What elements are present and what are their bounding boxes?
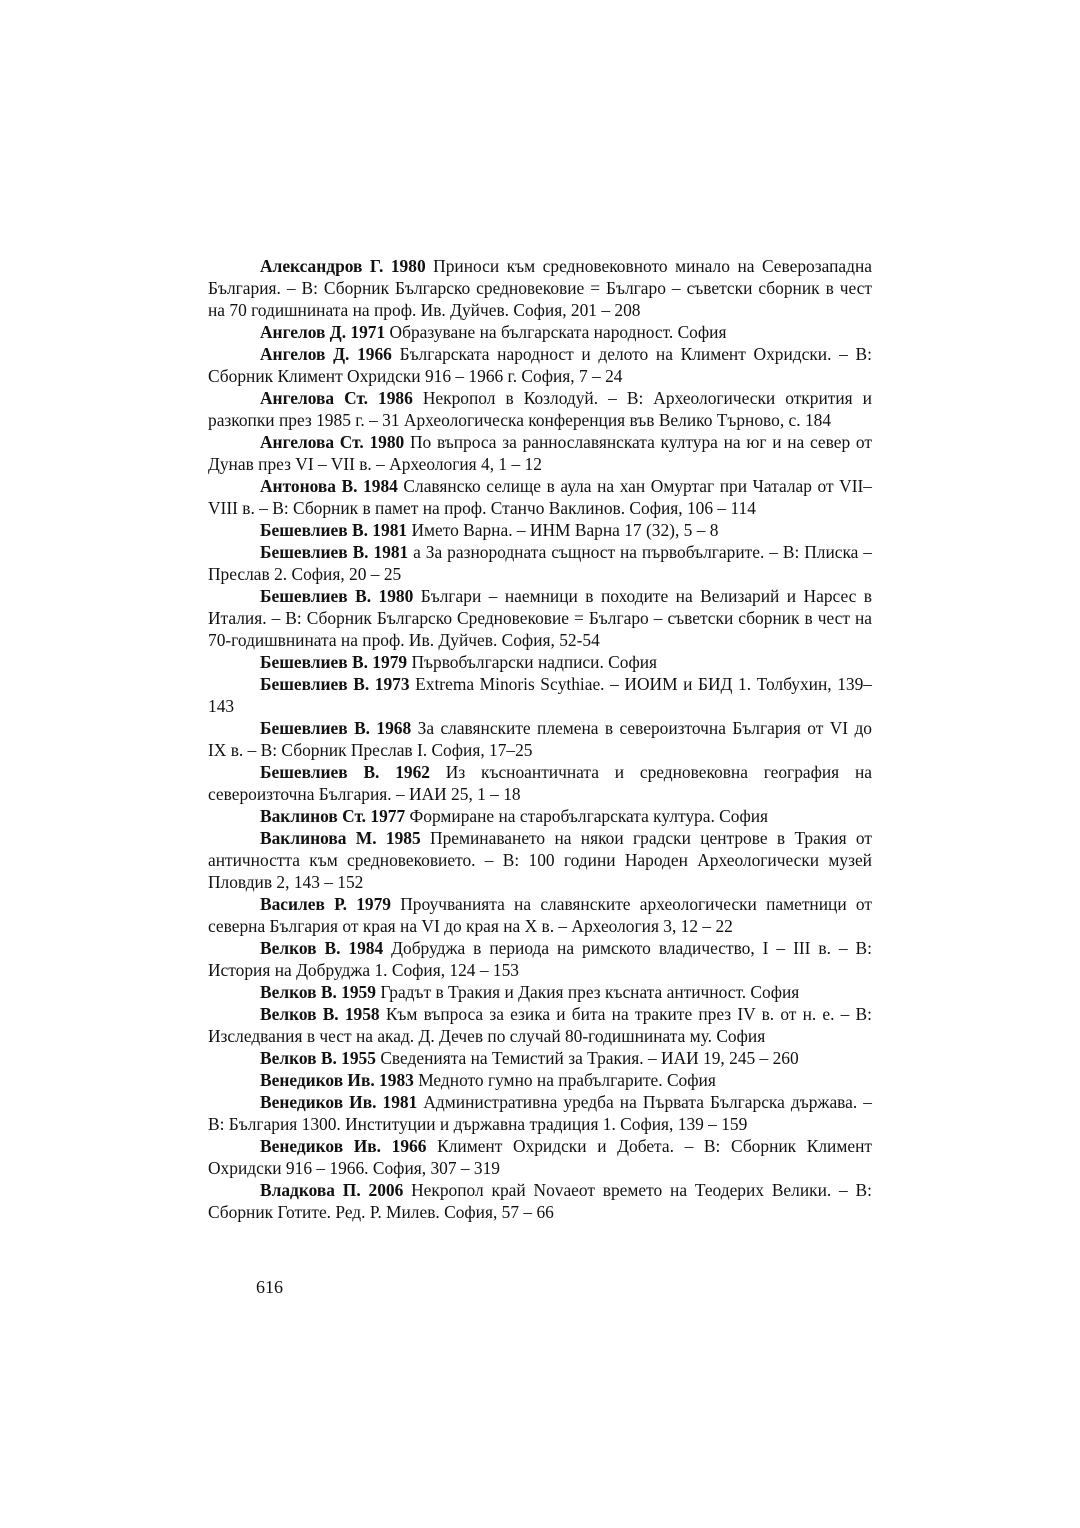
bibliography-entry bbox=[208, 1003, 872, 1047]
bibliography-entry bbox=[208, 387, 872, 431]
entry-author: Бешевлиев В. 1980 bbox=[260, 586, 414, 606]
bibliography-entry bbox=[208, 937, 872, 981]
entry-text: Към въпроса за езика и бита на траките през IV в. от н. е. – В: Изследвания в чест на акад. Д. Дечев по случай 80-годишнината му. София bbox=[208, 1004, 872, 1046]
bibliography-entry bbox=[208, 475, 872, 519]
entry-text: Медното гумно на прабългарите. София bbox=[418, 1070, 716, 1090]
bibliography-entry bbox=[208, 1179, 872, 1223]
bibliography-entry bbox=[208, 431, 872, 475]
entry-text: Некропол край Novaeот времето на Теодерих Велики. – В: Сборник Готите. Ред. Р. Милев. София, 57 – 66 bbox=[208, 1180, 872, 1222]
entry-author: Бешевлиев В. 1968 bbox=[260, 718, 412, 738]
bibliography-entry bbox=[208, 673, 872, 717]
bibliography-entry bbox=[208, 1091, 872, 1135]
entry-author: Бешевлиев В. 1962 bbox=[260, 762, 430, 782]
entry-text: Проучванията на славянските археологически паметници от северна България от края на VI до края на X в. – Археология 3, 12 – 22 bbox=[208, 894, 872, 936]
entry-text: Образуване на българската народност. София bbox=[389, 322, 727, 342]
entry-author: Владкова П. 2006 bbox=[260, 1180, 404, 1200]
bibliography-entry bbox=[208, 321, 872, 343]
entry-author: Ангелова Ст. 1980 bbox=[260, 432, 405, 452]
entry-text: Extrema Minoris Scythiae. – ИОИМ и БИД 1. Толбухин, 139–143 bbox=[208, 674, 872, 716]
entry-text: Административна уредба на Първата Българска държава. – В: България 1300. Институции и държавна традиция 1. София, 139 – 159 bbox=[208, 1092, 872, 1134]
entry-text: Българската народност и делото на Климент Охридски. – В: Сборник Климент Охридски 916 – 1966 г. София, 7 – 24 bbox=[208, 344, 872, 386]
bibliography-list bbox=[208, 255, 872, 1223]
bibliography-entry bbox=[208, 981, 872, 1003]
entry-author: Антонова В. 1984 bbox=[260, 476, 398, 496]
entry-author: Велков В. 1959 bbox=[260, 982, 376, 1002]
bibliography-entry bbox=[208, 585, 872, 651]
entry-text: Първобългарски надписи. София bbox=[411, 652, 658, 672]
entry-author: Велков В. 1955 bbox=[260, 1048, 376, 1068]
entry-author: Велков В. 1958 bbox=[260, 1004, 380, 1024]
entry-text: Славянско селище в аула на хан Омуртаг при Чаталар от VII–VIII в. – В: Сборник в памет на проф. Станчо Ваклинов. София, 106 – 114 bbox=[208, 476, 872, 518]
entry-text: Приноси към средновековното минало на Северозападна България. – В: Сборник Българско средновековие = Българо – съветски сборник в чест на 70 годишнината на проф. Ив. Дуйчев. София, 201 – 208 bbox=[208, 256, 872, 320]
entry-author: Василев Р. 1979 bbox=[260, 894, 391, 914]
page-number: 616 bbox=[256, 1277, 283, 1297]
entry-author: Бешевлиев В. 1981 bbox=[260, 542, 409, 562]
bibliography-entry bbox=[208, 255, 872, 321]
entry-author: Ангелова Ст. 1986 bbox=[260, 388, 413, 408]
entry-author: Венедиков Ив. 1966 bbox=[260, 1136, 427, 1156]
entry-text: По въпроса за раннославянската култура на юг и на север от Дунав през VI – VII в. – Археология 4, 1 – 12 bbox=[208, 432, 872, 474]
bibliography-entry bbox=[208, 541, 872, 585]
bibliography-entry bbox=[208, 1069, 872, 1091]
bibliography-entry bbox=[208, 827, 872, 893]
entry-author: Ангелов Д. 1971 bbox=[260, 322, 386, 342]
entry-text: За славянските племена в североизточна България от VI до IX в. – В: Сборник Преслав I. София, 17–25 bbox=[208, 718, 872, 760]
bibliography-entry bbox=[208, 519, 872, 541]
entry-author: Ангелов Д. 1966 bbox=[260, 344, 392, 364]
bibliography-entry bbox=[208, 761, 872, 805]
entry-text: Добруджа в периода на римското владичество, I – III в. – В: История на Добруджа 1. София, 124 – 153 bbox=[208, 938, 872, 980]
entry-author: Ваклинов Ст. 1977 bbox=[260, 806, 406, 826]
entry-text: Некропол в Козлодуй. – В: Археологически открития и разкопки през 1985 г. – 31 Археологическа конференция във Велико Търново, с. 184 bbox=[208, 388, 872, 430]
entry-author: Бешевлиев В. 1979 bbox=[260, 652, 408, 672]
entry-text: Името Варна. – ИНМ Варна 17 (32), 5 – 8 bbox=[411, 520, 719, 540]
entry-author: Бешевлиев В. 1973 bbox=[260, 674, 410, 694]
bibliography-entry bbox=[208, 343, 872, 387]
entry-text: Формиране на старобългарската култура. София bbox=[409, 806, 769, 826]
bibliography-entry bbox=[208, 805, 872, 827]
entry-text: Климент Охридски и Добета. – В: Сборник Климент Охридски 916 – 1966. София, 307 – 319 bbox=[208, 1136, 872, 1178]
bibliography-entry bbox=[208, 1135, 872, 1179]
entry-text: Българи – наемници в походите на Велизарий и Нарсес в Италия. – В: Сборник Българско Средновековие = Българо – съветски сборник в чест на 70-годишвнината на проф. Ив. Дуйчев. София, 52-54 bbox=[208, 586, 872, 650]
entry-text: Градът в Тракия и Дакия през късната античност. София bbox=[380, 982, 800, 1002]
entry-author: Венедиков Ив. 1981 bbox=[260, 1092, 418, 1112]
bibliography-entry bbox=[208, 651, 872, 673]
entry-author: Ваклинова М. 1985 bbox=[260, 828, 421, 848]
bibliography-entry bbox=[208, 717, 872, 761]
entry-author: Венедиков Ив. 1983 bbox=[260, 1070, 414, 1090]
entry-text: Сведенията на Темистий за Тракия. – ИАИ 19, 245 – 260 bbox=[380, 1048, 799, 1068]
entry-author: Александров Г. 1980 bbox=[260, 256, 426, 276]
bibliography-entry bbox=[208, 893, 872, 937]
entry-text: а За разнородната същност на първобългарите. – В: Плиска – Преслав 2. София, 20 – 25 bbox=[208, 542, 872, 584]
bibliography-entry bbox=[208, 1047, 872, 1069]
entry-text: Преминаването на някои градски центрове в Тракия от античността към средновековието. – В: 100 години Народен Археологически музей Пловдив 2, 143 – 152 bbox=[208, 828, 872, 892]
entry-author: Велков В. 1984 bbox=[260, 938, 384, 958]
entry-author: Бешевлиев В. 1981 bbox=[260, 520, 408, 540]
entry-text: Из късноантичната и средновековна география на североизточна България. – ИАИ 25, 1 – 18 bbox=[208, 762, 872, 804]
